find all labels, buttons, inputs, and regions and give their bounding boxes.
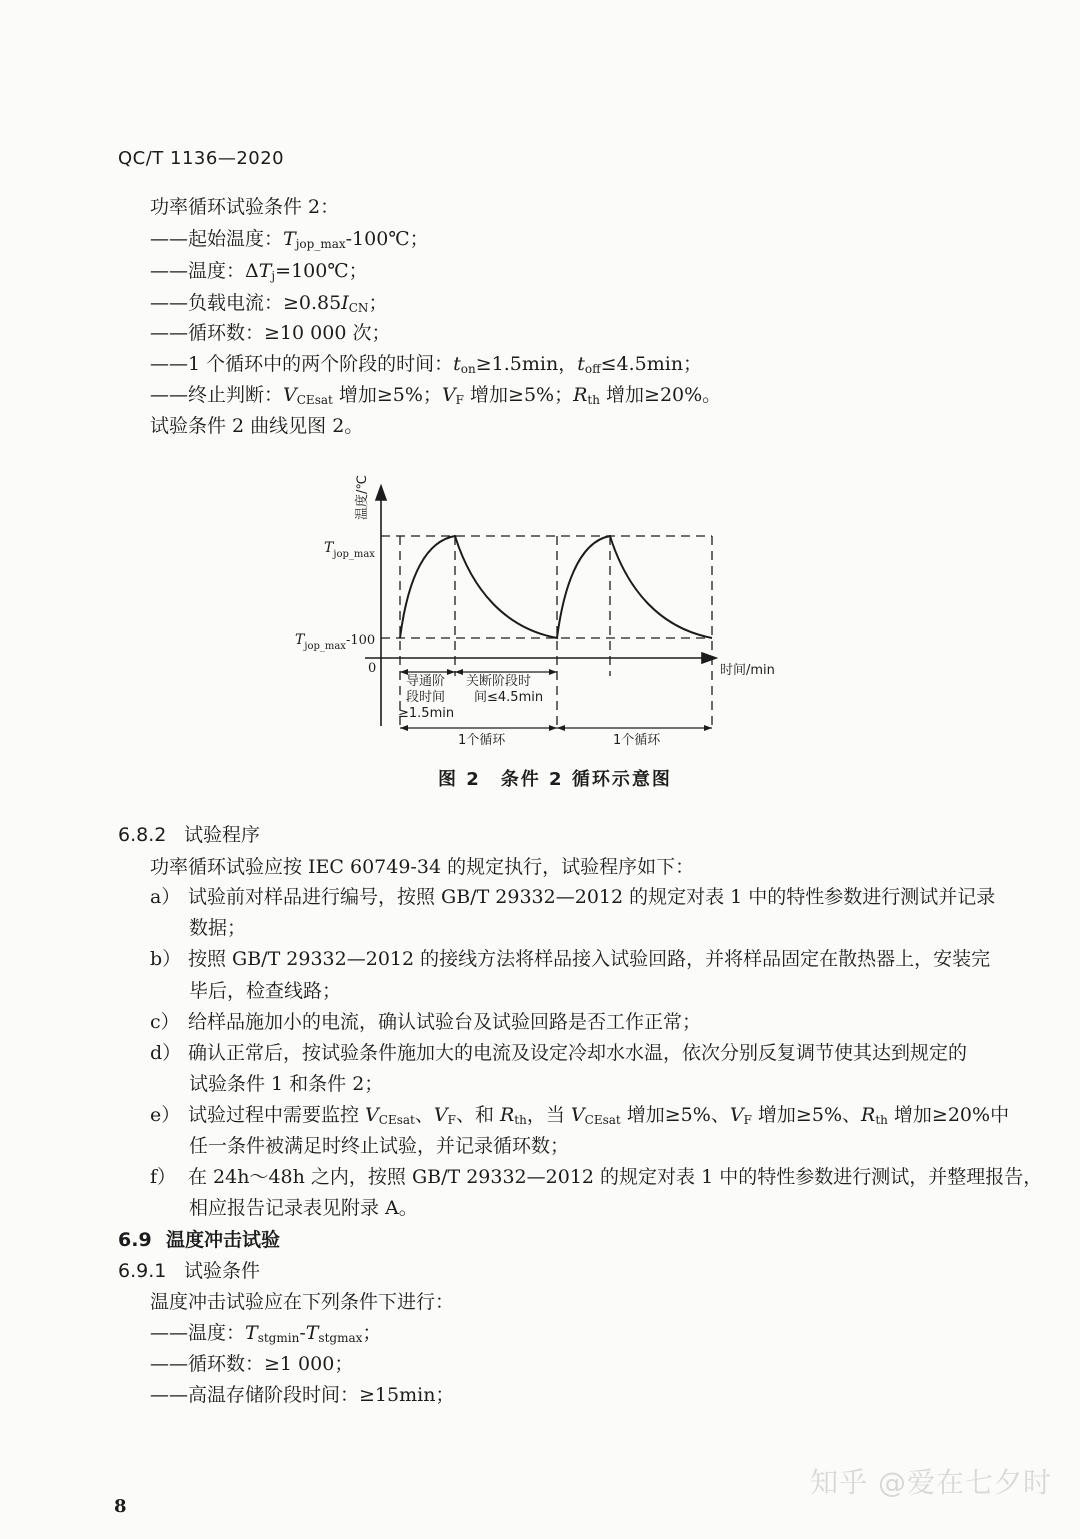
step-b-cont: 毕后，检查线路； bbox=[189, 980, 342, 1002]
cond2-item: ——循环数：≥10 000 次； bbox=[150, 322, 391, 344]
s682-intro: 功率循环试验应按 IEC 60749-34 的规定执行，试验程序如下： bbox=[150, 856, 695, 878]
cond2-title: 功率循环试验条件 2： bbox=[150, 196, 340, 218]
off-phase-line: 关断阶段时 bbox=[466, 674, 532, 689]
cond2-item: ——温度：$\Delta T_j=100℃$； bbox=[150, 260, 368, 283]
s691-item: ——高温存储阶段时间：≥15min； bbox=[150, 1384, 455, 1406]
step-c: c） 给样品施加小的电流，确认试验台及试验回路是否工作正常； bbox=[150, 1011, 702, 1033]
section-6-9: 6.9 温度冲击试验 bbox=[118, 1229, 281, 1251]
on-phase-line: ≥1.5min bbox=[398, 706, 455, 721]
cycle-label: 1个循环 bbox=[458, 733, 506, 748]
cond2-item: ——起始温度：$T_{jop\_max}-100℃$； bbox=[150, 228, 429, 251]
series-temperature bbox=[400, 536, 712, 638]
cycle-label: 1个循环 bbox=[613, 733, 661, 748]
s691-intro: 温度冲击试验应在下列条件下进行： bbox=[150, 1291, 455, 1313]
step-a-cont: 数据； bbox=[189, 917, 247, 939]
y-tick-min: $T_{jop\_max}-100$ bbox=[295, 632, 376, 652]
watermark: 知乎 @爱在七夕时 bbox=[810, 1466, 1052, 1499]
step-d: d） 确认正常后，按试验条件施加大的电流及设定冷却水水温，依次分别反复调节使其达到规定的 bbox=[150, 1042, 968, 1064]
off-phase-line: 间≤4.5min bbox=[474, 690, 544, 705]
cond2-note: 试验条件 2 曲线见图 2。 bbox=[150, 415, 364, 437]
step-e: e） 试验过程中需要监控 $V_{CEsat}$、$V_F$、和 $R_{th}$，当 $V_{CEsat}$ 增加≥5%、$V_F$ 增加≥5%、$R_{th}$ 增加≥20%中 bbox=[150, 1104, 1010, 1127]
step-a: a） 试验前对样品进行编号，按照 GB/T 29332—2012 的规定对表 1 中的特性参数进行测试并记录 bbox=[150, 886, 996, 908]
step-d-cont: 试验条件 1 和条件 2； bbox=[189, 1073, 384, 1095]
y-tick-max: $T_{jop\_max}$ bbox=[324, 540, 375, 560]
step-b: b） 按照 GB/T 29332—2012 的接线方法将样品接入试验回路，并将样品固定在散热器上，安装完 bbox=[150, 948, 991, 970]
cond2-item: ——1 个循环中的两个阶段的时间：$t_{on}\ge 1.5\min$，$t_{off}\le 4.5\min$； bbox=[150, 353, 703, 376]
standard-number: QC/T 1136—2020 bbox=[118, 148, 285, 169]
figure-caption: 图 2 条件 2 循环示意图 bbox=[438, 769, 672, 790]
cond2-item: ——终止判断：$V_{CEsat}$ 增加≥5%；$V_F$ 增加≥5%；$R_{th}$ 增加≥20%。 bbox=[150, 384, 722, 407]
step-e-cont: 任一条件被满足时终止试验，并记录循环数； bbox=[189, 1135, 570, 1157]
step-f-cont: 相应报告记录表见附录 A。 bbox=[189, 1197, 418, 1219]
s691-item: ——循环数：≥1 000； bbox=[150, 1353, 354, 1375]
on-phase-line: 段时间 bbox=[406, 690, 446, 705]
section-6-9-1: 6.9.1 试验条件 bbox=[118, 1260, 261, 1282]
on-phase-line: 导通阶 bbox=[406, 674, 446, 689]
section-6-8-2: 6.8.2 试验程序 bbox=[118, 824, 261, 846]
s691-item: ——温度：$T_{stgmin}-T_{stgmax}$； bbox=[150, 1322, 382, 1345]
y-axis-label: 温度/℃ bbox=[355, 475, 370, 520]
y-axis-arrow bbox=[376, 486, 386, 500]
origin-label: 0 bbox=[368, 661, 377, 676]
x-axis-label: 时间/min bbox=[720, 663, 775, 678]
cond2-item: ——负载电流：$\ge 0.85I_{CN}$； bbox=[150, 292, 388, 315]
page-number: 8 bbox=[114, 1496, 127, 1517]
step-f: f） 在 24h～48h 之内，按照 GB/T 29332—2012 的规定对表 1 中的特性参数进行测试，并整理报告， bbox=[150, 1166, 1043, 1188]
x-axis-arrow bbox=[702, 653, 716, 663]
